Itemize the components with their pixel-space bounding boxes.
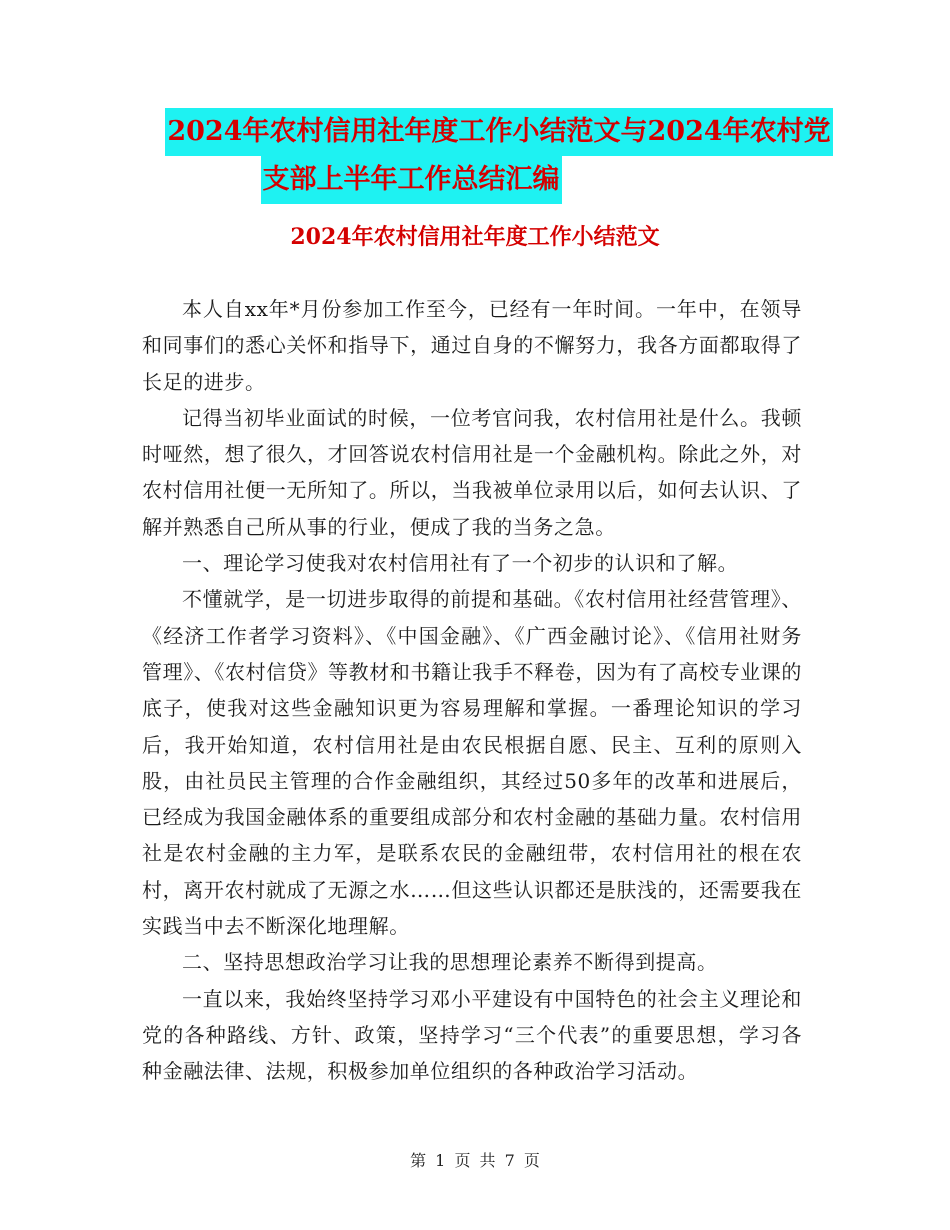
document-title bbox=[0, 108, 950, 204]
paragraph: 记得当初毕业面试的时候，一位考官问我，农村信用社是什么。我顿时哑然，想了很久，才回答说农村信用社是一个金融机构。除此之外，对农村信用社便一无所知了。所以，当我被单位录用以后，如何去认识、了解并熟悉自己所从事的行业，便成了我的当务之急。 bbox=[142, 405, 802, 539]
paragraph: 二、坚持思想政治学习让我的思想理论素养不断得到提高。 bbox=[182, 950, 718, 975]
document-body bbox=[142, 291, 802, 1090]
section-heading: 2024年农村信用社年度工作小结范文 bbox=[290, 224, 660, 250]
paragraph: 一、理论学习使我对农村信用社有了一个初步的认识和了解。 bbox=[182, 551, 739, 576]
document-title-line-1: 2024年农村信用社年度工作小结范文与2024年农村党 bbox=[165, 108, 832, 156]
document-title-line-2: 支部上半年工作总结汇编 bbox=[261, 156, 562, 204]
page-number-footer: 第 1 页 共 7 页 bbox=[410, 1151, 540, 1170]
paragraph: 本人自xx年*月份参加工作至今，已经有一年时间。一年中，在领导和同事们的悉心关怀和指导下，通过自身的不懈努力，我各方面都取得了长足的进步。 bbox=[142, 297, 802, 394]
paragraph: 不懂就学，是一切进步取得的前提和基础。《农村信用社经营管理》、《经济工作者学习资料》、《中国金融》、《广西金融讨论》、《信用社财务管理》、《农村信贷》等教材和书籍让我手不释卷，因为有了高校专业课的底子，使我对这些金融知识更为容易理解和掌握。一番理论知识的学习后，我开始知道，农村信用社是由农民根据自愿、民主、互利的原则入股，由社员民主管理的合作金融组织，其经过50多年的改革和进展后，已经成为我国金融体系的重要组成部分和农村金融的基础力量。农村信用社是农村金融的主力军，是联系农民的金融纽带，农村信用社的根在农村，离开农村就成了无源之水……但这些认识都还是肤浅的，还需要我在实践当中去不断深化地理解。 bbox=[142, 587, 802, 939]
paragraph: 一直以来，我始终坚持学习邓小平建设有中国特色的社会主义理论和党的各种路线、方针、政策，坚持学习“三个代表”的重要思想，学习各种金融法律、法规，积极参加单位组织的各种政治学习活动。 bbox=[142, 986, 802, 1084]
